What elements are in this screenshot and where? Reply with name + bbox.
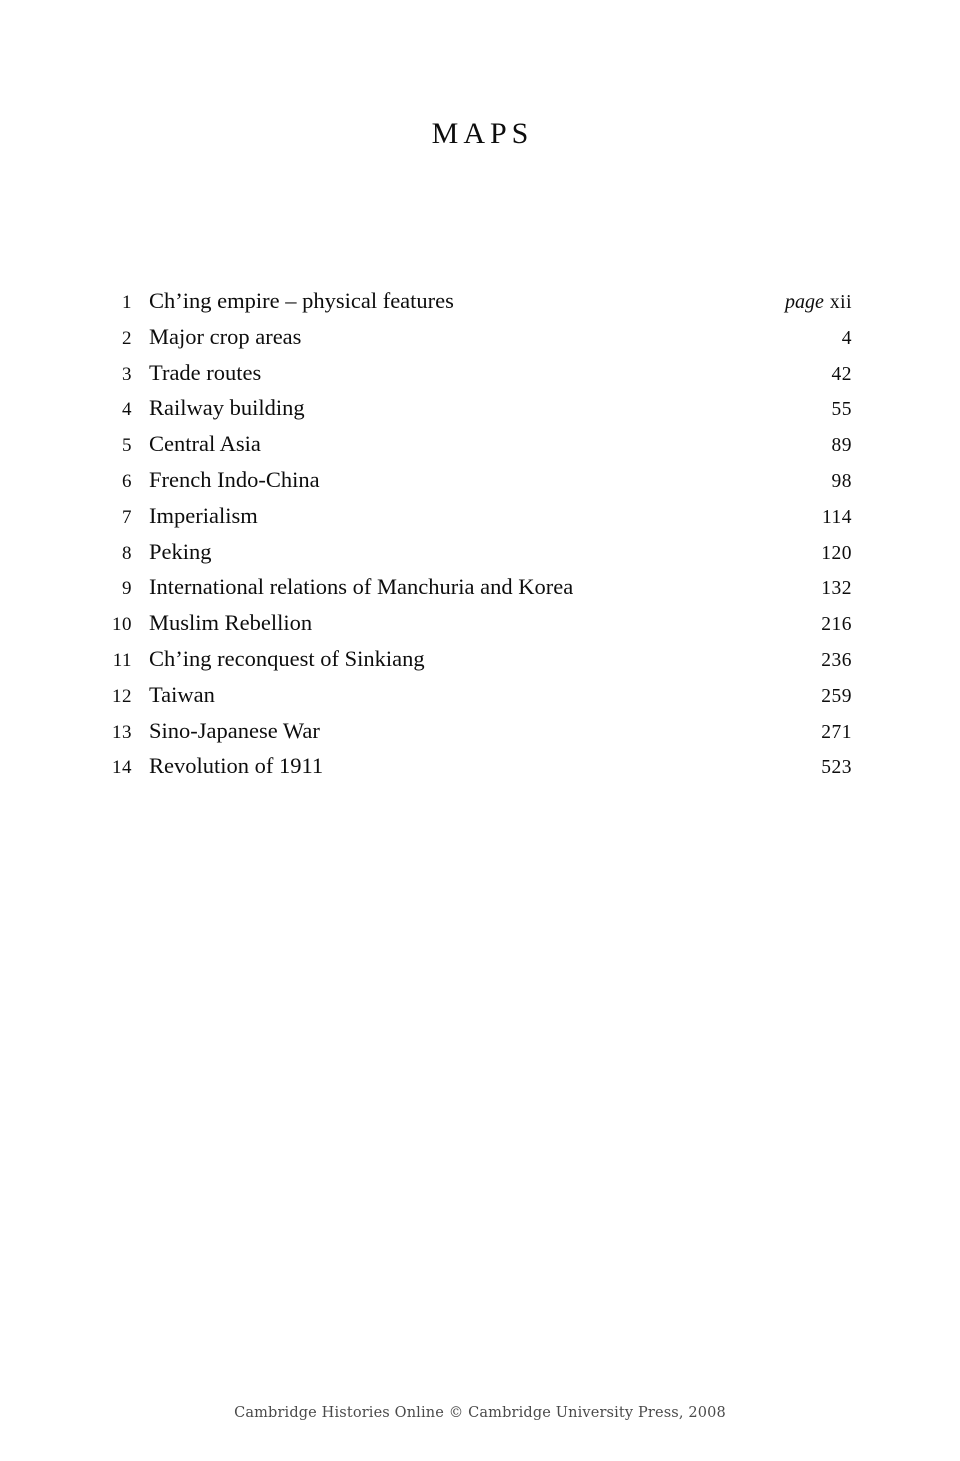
map-title: Railway building (149, 395, 305, 421)
map-title: Peking (149, 538, 212, 564)
map-page-number: 120 (821, 542, 852, 564)
map-number: 10 (112, 614, 132, 636)
map-list-item[interactable] (104, 498, 852, 534)
map-number: 3 (122, 363, 132, 385)
map-page-number: 98 (831, 470, 852, 492)
map-page-number: 42 (831, 363, 852, 385)
map-page-number: 4 (841, 327, 852, 349)
map-number: 7 (122, 506, 132, 528)
map-list-item[interactable] (104, 462, 852, 498)
page-title: MAPS (431, 117, 534, 151)
map-list-item[interactable] (104, 319, 852, 355)
map-title: Trade routes (149, 359, 262, 385)
map-title: Central Asia (149, 431, 261, 457)
copyright-watermark: Cambridge Histories Online © Cambridge University Press, 2008 (234, 1405, 726, 1421)
map-title: Muslim Rebellion (149, 610, 313, 636)
map-number: 9 (122, 578, 132, 600)
map-number: 1 (122, 292, 132, 313)
map-title: Ch’ing reconquest of Sinkiang (149, 645, 425, 671)
map-title: Revolution of 1911 (149, 753, 324, 779)
map-number: 6 (122, 470, 132, 492)
map-title: Imperialism (149, 502, 258, 528)
map-page-number: 236 (821, 649, 852, 671)
map-title: Ch’ing empire – physical features (149, 288, 454, 313)
map-page-number: 523 (821, 757, 852, 779)
map-page-number: 55 (831, 399, 852, 421)
map-page-number: 132 (821, 578, 852, 600)
map-list-item[interactable] (104, 641, 852, 677)
map-page-number: 216 (821, 614, 852, 636)
map-list-item[interactable] (104, 283, 852, 319)
maps-list (104, 283, 852, 784)
map-list-item[interactable] (104, 426, 852, 462)
map-list-item[interactable] (104, 355, 852, 391)
map-page-number (785, 285, 852, 321)
map-title: Taiwan (149, 681, 215, 707)
map-page-number: 114 (821, 506, 852, 528)
map-list-item[interactable] (104, 748, 852, 784)
map-title: Sino-Japanese War (149, 717, 320, 743)
map-number: 13 (112, 721, 132, 743)
map-list-item[interactable] (104, 713, 852, 749)
map-list-item[interactable] (104, 677, 852, 713)
map-list-item[interactable] (104, 390, 852, 426)
map-page-number: 271 (821, 721, 852, 743)
map-number: 14 (112, 757, 132, 779)
map-number: 4 (122, 399, 132, 421)
map-title: Major crop areas (149, 323, 302, 349)
map-title: International relations of Manchuria and Korea (149, 574, 574, 600)
map-number: 12 (112, 685, 132, 707)
map-number: 11 (112, 649, 132, 671)
page-value: xii (829, 292, 852, 313)
map-list-item[interactable] (104, 569, 852, 605)
map-list-item[interactable] (104, 605, 852, 641)
map-list-item[interactable] (104, 534, 852, 570)
map-title: French Indo-China (149, 466, 320, 492)
map-page-number: 89 (831, 435, 852, 457)
map-number: 8 (122, 542, 132, 564)
page-label: page (785, 291, 824, 313)
map-number: 2 (122, 327, 132, 349)
map-page-number: 259 (821, 685, 852, 707)
map-number: 5 (122, 435, 132, 457)
